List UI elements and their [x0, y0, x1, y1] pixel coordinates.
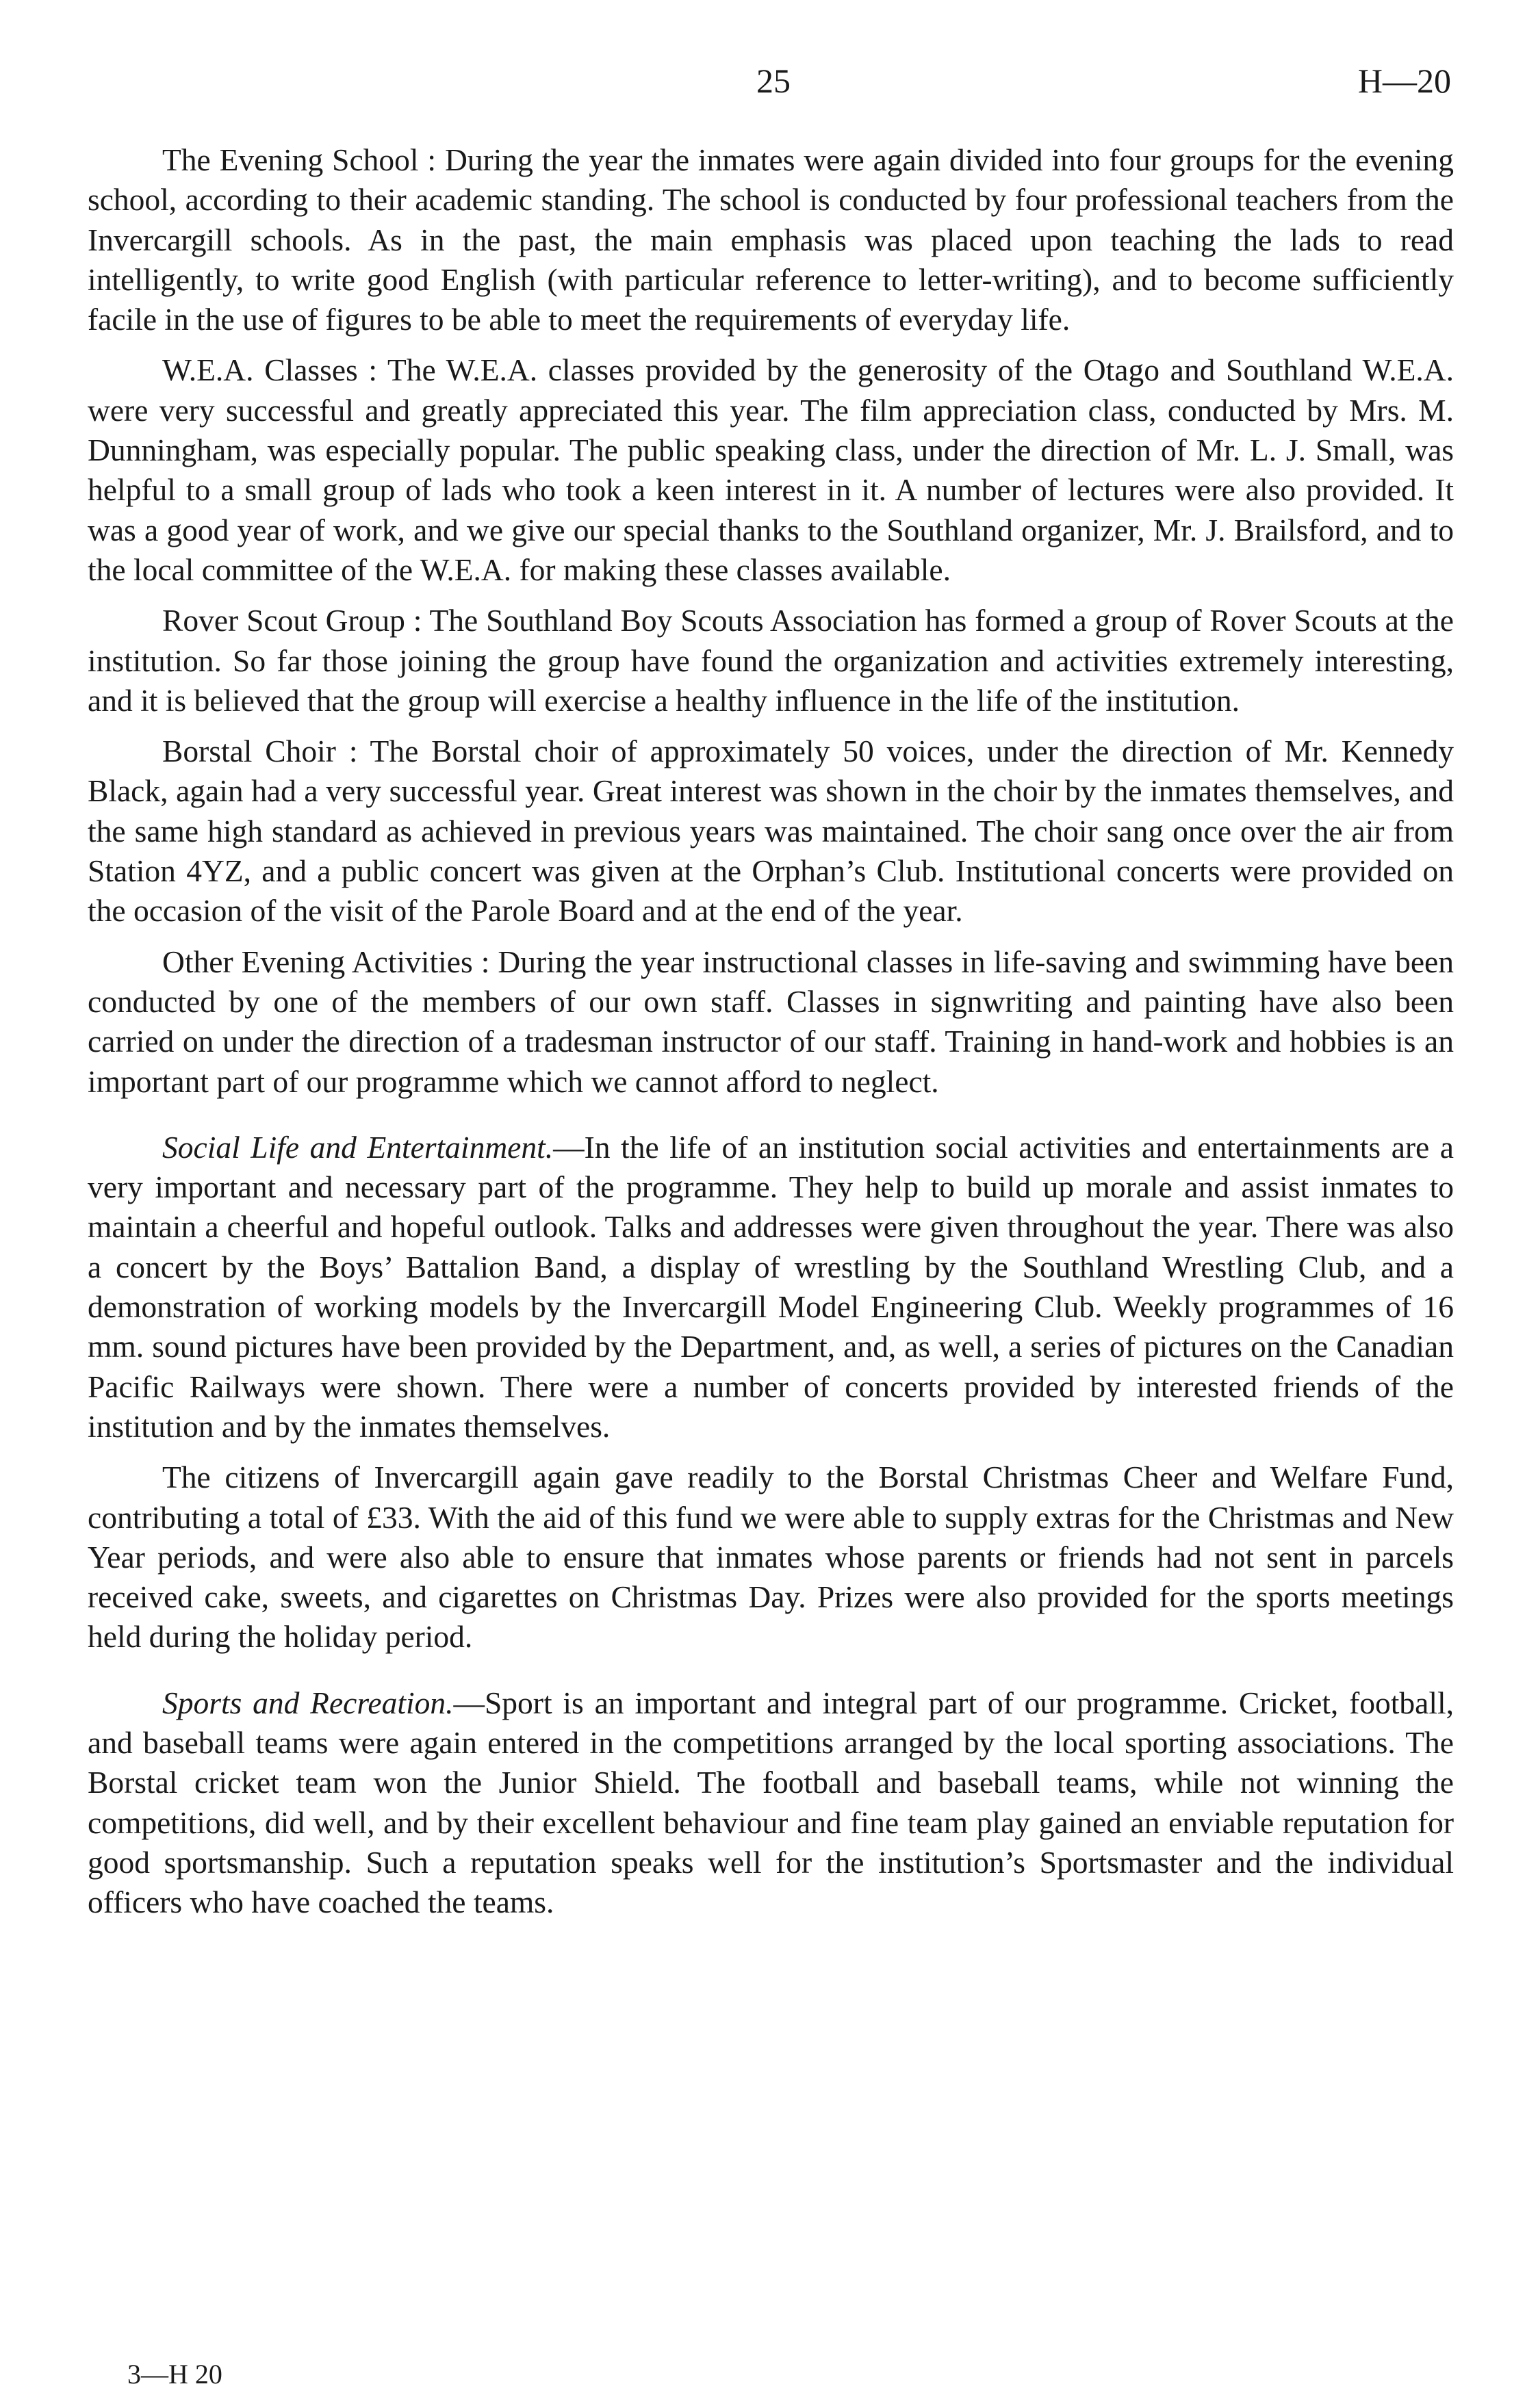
- paragraph-wea-classes: [88, 350, 1454, 590]
- paragraph-text: The Borstal choir of approximately 50 voices, under the direction of Mr. Kennedy Black, again had a very successful year. Great interest was shown in the choir by the inmates themselves, and the same high standard as achieved in previous years was maintained. The choir sang once over the air from Station 4YZ, and a public concert was given at the Orphan’s Club. Institutional concerts were provided on the occasion of the visit of the Parole Board and at the end of the year.: [88, 734, 1454, 929]
- paragraph-lead: Other Evening Activities :: [162, 944, 490, 979]
- body-text: [88, 140, 1454, 1933]
- paragraph-lead: Borstal Choir :: [162, 734, 358, 769]
- paragraph-evening-school: [88, 140, 1454, 339]
- paragraph-text: The citizens of Invercargill again gave readily to the Borstal Christmas Cheer and Welfare Fund, contributing a total of £33. With the aid of this fund we were able to supply extras for the Christmas and New Year periods, and were also able to ensure that inmates whose parents or friends had not sent in parcels received cake, sweets, and cigarettes on Christmas Day. Prizes were also provided for the sports meetings held during the holiday period.: [88, 1460, 1454, 1655]
- paragraph-lead: W.E.A. Classes :: [162, 352, 378, 388]
- paragraph-other-evening-activities: [88, 942, 1454, 1102]
- paragraph-text: The Southland Boy Scouts Association has formed a group of Rover Scouts at the institution. So far those joining the group have found the organization and activities extremely interesting, and it is believed that the group will exercise a healthy influence in the life of the institution.: [88, 603, 1454, 718]
- paragraph-text: —Sport is an important and integral part of our programme. Cricket, football, and baseball teams were again entered in the competitions arranged by the local sporting associations. The Borstal cricket team won the Junior Shield. The football and baseball teams, while not winning the competitions, did well, and by their excellent behaviour and fine team play gained an enviable reputation for good sportsmanship. Such a reputation speaks well for the institution’s Sportsmaster and the individual officers who have coached the teams.: [88, 1685, 1454, 1920]
- document-reference: H—20: [1357, 62, 1451, 100]
- paragraph-rover-scout-group: [88, 601, 1454, 721]
- section-heading: Sports and Recreation.: [162, 1685, 454, 1720]
- section-heading: Social Life and Entertainment.: [162, 1129, 554, 1165]
- paragraph-lead: The Evening School :: [162, 142, 437, 177]
- paragraph-text: During the year instructional classes in life-saving and swimming have been conducted by one of the members of our own staff. Classes in signwriting and painting have also been carried on under the direction of a tradesman instructor of our staff. Training in hand-work and hobbies is an important part of our programme which we cannot afford to neglect.: [88, 944, 1454, 1099]
- paragraph-christmas-fund: [88, 1458, 1454, 1657]
- paragraph-text: —In the life of an institution social activities and entertainments are a very important and necessary part of the programme. They help to build up morale and assist inmates to maintain a cheerful and hopeful outlook. Talks and addresses were given throughout the year. There was also a concert by the Boys’ Battalion Band, a display of wrestling by the Southland Wrestling Club, and a demonstration of working models by the Invercargill Model Engineering Club. Weekly programmes of 16 mm. sound pictures have been provided by the Department, and, as well, a series of pictures on the Canadian Pacific Railways were shown. There were a number of concerts provided by interested friends of the institution and by the inmates themselves.: [88, 1129, 1454, 1444]
- page-number: 25: [756, 62, 791, 100]
- paragraph-sports-recreation: [88, 1683, 1454, 1923]
- footer-signature-reference: 3—H 20: [127, 2359, 222, 2390]
- paragraph-text: During the year the inmates were again divided into four groups for the evening school, according to their academic standing. The school is conducted by four professional teachers from the Invercargill schools. As in the past, the main emphasis was placed upon teaching the lads to read intelligently, to write good English (with particular reference to letter-writing), and to become sufficiently facile in the use of figures to be able to meet the requirements of everyday life.: [88, 142, 1454, 337]
- paragraph-social-life: [88, 1128, 1454, 1447]
- paragraph-text: The W.E.A. classes provided by the generosity of the Otago and Southland W.E.A. were very successful and greatly appreciated this year. The film appreciation class, conducted by Mrs. M. Dunningham, was especially popular. The public speaking class, under the direction of Mr. L. J. Small, was helpful to a small group of lads who took a keen interest in it. A number of lectures were also provided. It was a good year of work, and we give our special thanks to the Southland organizer, Mr. J. Brailsford, and to the local committee of the W.E.A. for making these classes available.: [88, 352, 1454, 587]
- paragraph-lead: Rover Scout Group :: [162, 603, 422, 638]
- paragraph-borstal-choir: [88, 732, 1454, 931]
